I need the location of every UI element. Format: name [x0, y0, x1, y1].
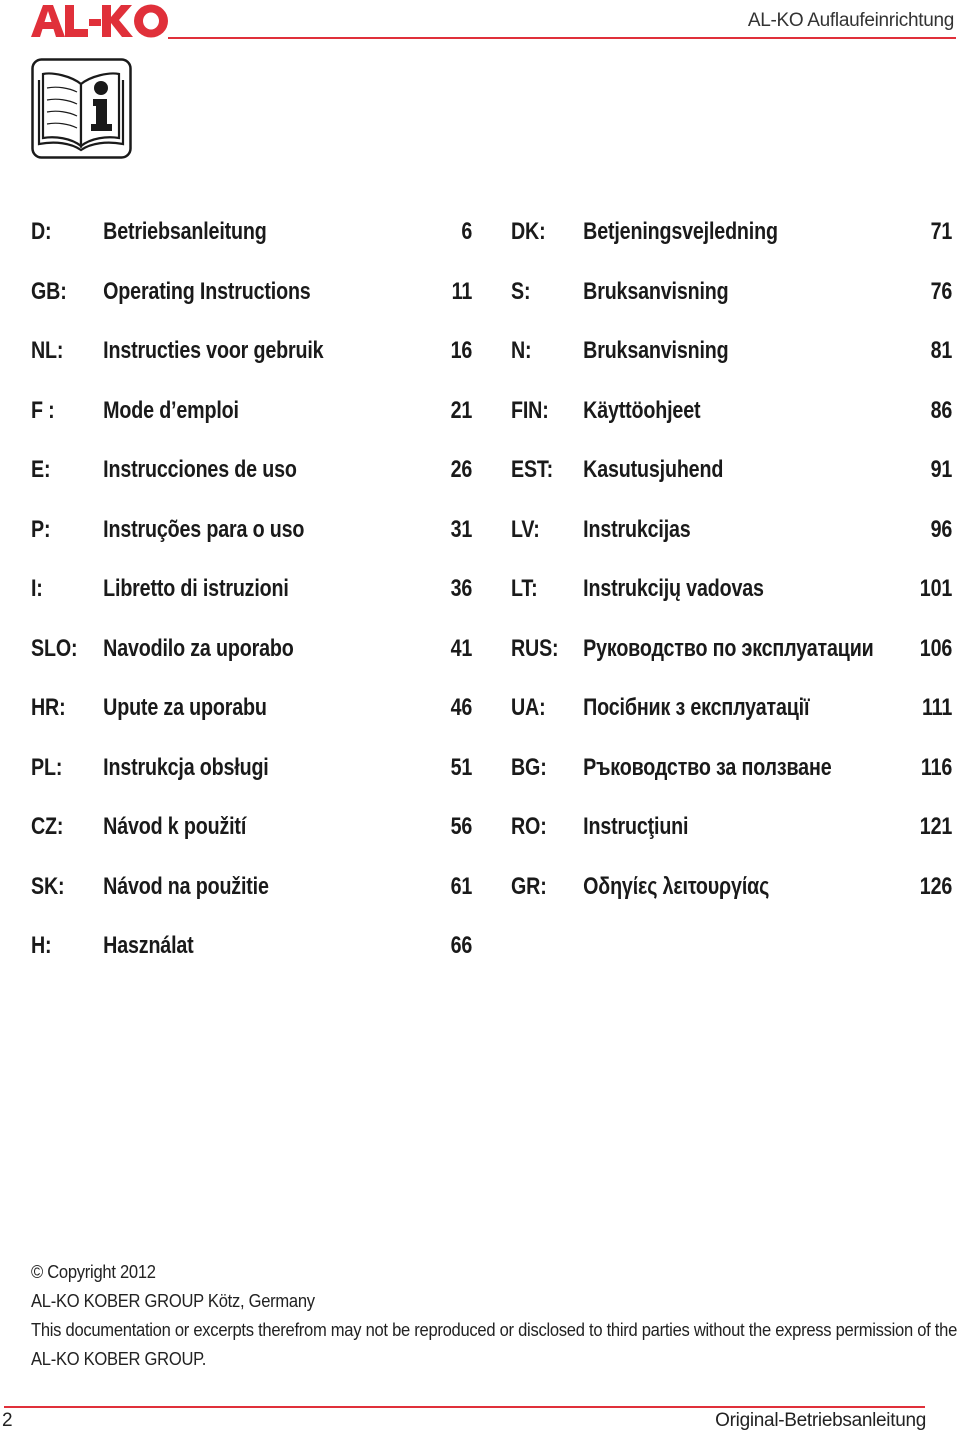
toc-entry [31, 575, 472, 615]
toc-page-number: 6 [461, 218, 473, 245]
toc-section-title: Bruksanvisning [583, 337, 729, 364]
toc-page-number: 106 [919, 635, 953, 662]
copyright-line: © Copyright 2012 [31, 1262, 156, 1282]
toc-page-number: 126 [919, 873, 953, 900]
toc-page-number: 111 [921, 694, 953, 721]
toc-language-code: N: [511, 337, 532, 364]
toc-section-title: Használat [103, 932, 194, 959]
toc-entry [31, 456, 472, 496]
toc-page-number: 121 [919, 813, 953, 840]
toc-section-title: Руководство по эксплуатации [583, 635, 874, 662]
toc-language-code: LV: [511, 516, 540, 543]
toc-section-title: Посібник з експлуатації [583, 694, 810, 721]
toc-entry [511, 397, 952, 437]
toc-language-code: RO: [511, 813, 547, 840]
toc-entry [31, 218, 472, 258]
toc-section-title: Bruksanvisning [583, 278, 729, 305]
page-number: 2 [2, 1410, 13, 1431]
toc-section-title: Upute za uporabu [103, 694, 267, 721]
toc-page-number: 91 [930, 456, 953, 483]
footer-title: Original-Betriebsanleitung [715, 1410, 926, 1431]
toc-section-title: Instruções para o uso [103, 516, 305, 543]
toc-page-number: 86 [930, 397, 953, 424]
toc-section-title: Instrukcijas [583, 516, 691, 543]
toc-language-code: PL: [31, 754, 63, 781]
toc-entry [31, 516, 472, 556]
toc-entry [511, 754, 952, 794]
toc-language-code: SK: [31, 873, 65, 900]
toc-language-code: BG: [511, 754, 547, 781]
toc-section-title: Návod k použití [103, 813, 247, 840]
al-ko-logo [31, 3, 169, 39]
toc-language-code: CZ: [31, 813, 64, 840]
toc-language-code: F : [31, 397, 55, 424]
toc-language-code: EST: [511, 456, 553, 483]
footer-divider [4, 1406, 925, 1408]
toc-language-code: H: [31, 932, 52, 959]
toc-entry [511, 694, 952, 734]
toc-entry [511, 337, 952, 377]
toc-language-code: E: [31, 456, 51, 483]
toc-page-number: 31 [450, 516, 473, 543]
toc-page-number: 11 [451, 278, 473, 305]
toc-page-number: 96 [930, 516, 953, 543]
toc-entry [31, 873, 472, 913]
toc-section-title: Betriebsanleitung [103, 218, 267, 245]
toc-page-number: 46 [450, 694, 473, 721]
toc-section-title: Betjeningsvejledning [583, 218, 778, 245]
header-divider [168, 37, 956, 39]
toc-section-title: Návod na použitie [103, 873, 269, 900]
toc-entry [31, 932, 472, 972]
toc-section-title: Instructies voor gebruik [103, 337, 324, 364]
toc-section-title: Libretto di istruzioni [103, 575, 289, 602]
toc-entry [31, 278, 472, 318]
publisher-line: AL-KO KOBER GROUP Kötz, Germany [31, 1291, 315, 1311]
toc-language-code: HR: [31, 694, 66, 721]
toc-page-number: 76 [930, 278, 953, 305]
toc-entry [511, 575, 952, 615]
toc-entry [31, 635, 472, 675]
toc-page-number: 101 [919, 575, 953, 602]
toc-section-title: Navodilo za uporabo [103, 635, 294, 662]
manual-info-icon [31, 58, 132, 159]
toc-page-number: 71 [930, 218, 953, 245]
toc-entry [31, 813, 472, 853]
toc-page-number: 81 [930, 337, 953, 364]
toc-page-number: 16 [450, 337, 473, 364]
toc-entry [511, 813, 952, 853]
toc-entry [31, 337, 472, 377]
toc-section-title: Instrucţiuni [583, 813, 689, 840]
toc-language-code: LT: [511, 575, 538, 602]
toc-page-number: 26 [450, 456, 473, 483]
toc-entry [511, 218, 952, 258]
toc-language-code: S: [511, 278, 531, 305]
toc-page-number: 56 [450, 813, 473, 840]
toc-page-number: 116 [920, 754, 953, 781]
toc-entry [511, 635, 952, 675]
toc-page-number: 61 [450, 873, 473, 900]
toc-section-title: Instrukcijų vadovas [583, 575, 764, 602]
toc-section-title: Mode d’emploi [103, 397, 239, 424]
copyright-notice [31, 1258, 958, 1374]
toc-entry [31, 397, 472, 437]
toc-section-title: Instrucciones de uso [103, 456, 297, 483]
toc-page-number: 51 [450, 754, 473, 781]
toc-section-title: Kasutusjuhend [583, 456, 724, 483]
header-title: AL-KO Auflaufeinrichtung [747, 10, 954, 31]
toc-language-code: FIN: [511, 397, 549, 424]
toc-section-title: Operating Instructions [103, 278, 311, 305]
toc-entry [511, 873, 952, 913]
toc-page-number: 41 [450, 635, 473, 662]
toc-section-title: Instrukcja obsługi [103, 754, 269, 781]
toc-section-title: Ръководство за ползване [583, 754, 832, 781]
toc-language-code: NL: [31, 337, 64, 364]
toc-section-title: Οδηγίες λειτουργίας [583, 873, 770, 900]
toc-language-code: DK: [511, 218, 546, 245]
toc-entry [511, 278, 952, 318]
toc-page-number: 36 [450, 575, 473, 602]
toc-language-code: UA: [511, 694, 546, 721]
toc-language-code: GB: [31, 278, 67, 305]
toc-language-code: RUS: [511, 635, 559, 662]
disclaimer-line-end: AL-KO KOBER GROUP. [31, 1349, 207, 1369]
toc-page-number: 66 [450, 932, 473, 959]
toc-entry [511, 516, 952, 556]
toc-language-code: P: [31, 516, 51, 543]
toc-section-title: Käyttöohjeet [583, 397, 701, 424]
toc-entry [511, 456, 952, 496]
toc-language-code: SLO: [31, 635, 78, 662]
toc-page-number: 21 [450, 397, 473, 424]
disclaimer-line: This documentation or excerpts therefrom may not be reproduced or disclosed to third parties without the express permission of the [31, 1320, 958, 1340]
toc-language-code: I: [31, 575, 43, 602]
toc-language-code: GR: [511, 873, 547, 900]
toc-entry [31, 694, 472, 734]
toc-entry [31, 754, 472, 794]
toc-language-code: D: [31, 218, 52, 245]
